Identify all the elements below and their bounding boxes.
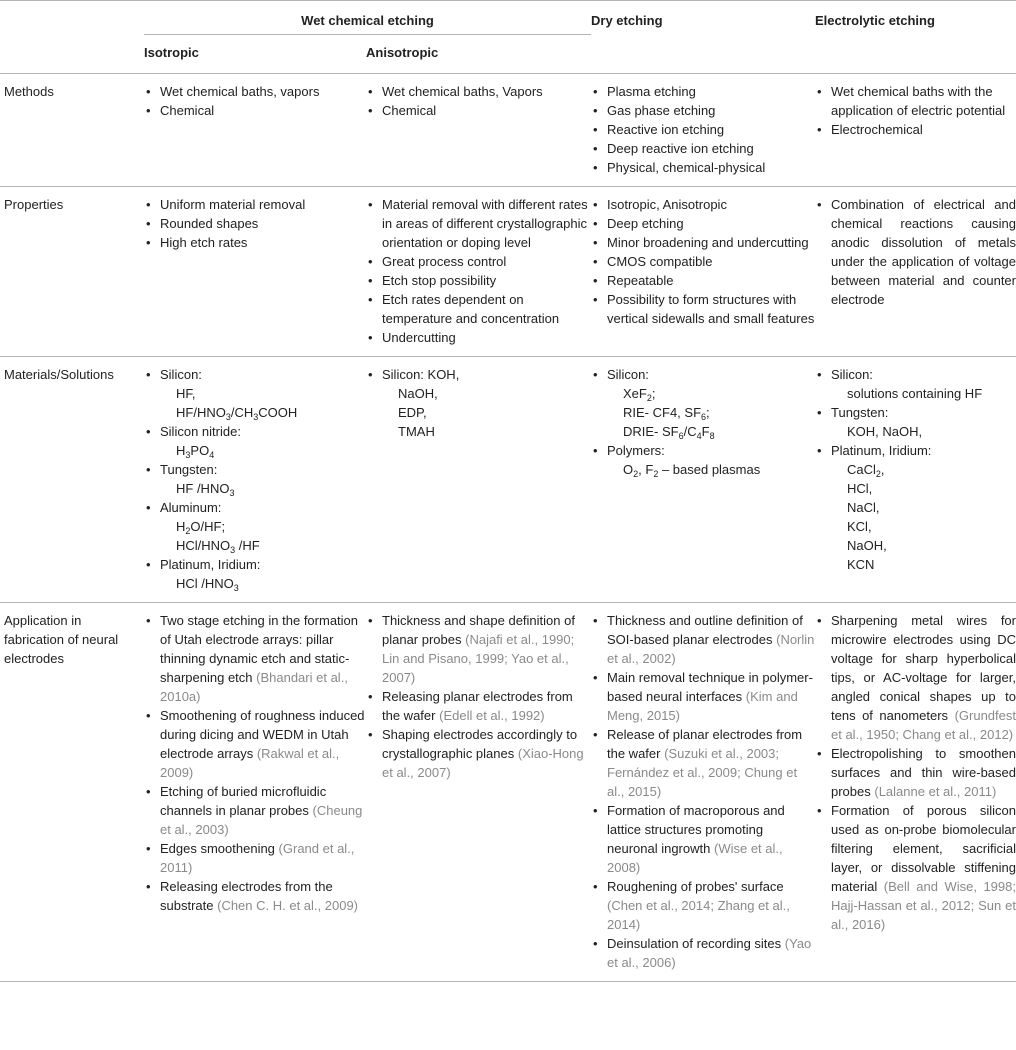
list-item: • Silicon: XeF$_2$; RIE- CF4, $SF_6$; DRIE- $SF_6/C_4F_8$ — [591, 365, 815, 441]
list-item: • Releasing electrodes from the substrate (Chen C. H. et al., 2009) — [144, 877, 366, 915]
list-item: • Silicon: solutions containing HF — [815, 365, 1016, 403]
citation: (Norlin et al., 2002) — [607, 632, 815, 666]
list-item: • Release of planar electrodes from the wafer (Suzuki et al., 2003; Fernández et al., 2009; Chung et al., 2015) — [591, 725, 815, 801]
list-item: • Great process control — [366, 252, 591, 271]
list-item: • Electropolishing to smoothen surfaces and thin wire-based probes (Lalanne et al., 2011) — [815, 744, 1016, 801]
methods-electrolytic-list — [815, 82, 1016, 139]
citation: (Xiao-Hong et al., 2007) — [382, 746, 584, 780]
methods-dry-list — [591, 82, 815, 177]
application-isotropic-list — [144, 611, 366, 915]
header-wet-chemical-etching: Wet chemical etching — [144, 1, 591, 36]
properties-isotropic-list — [144, 195, 366, 252]
list-item: • Gas phase etching — [591, 101, 815, 120]
list-item: • Undercutting — [366, 328, 591, 347]
citation: (Yao et al., 2006) — [607, 936, 812, 970]
list-item: • Tungsten: KOH, NaOH, — [815, 403, 1016, 441]
list-item: • Physical, chemical-physical — [591, 158, 815, 177]
materials-electrolytic-cell — [815, 357, 1016, 603]
header-electrolytic-etching: Electrolytic etching — [815, 13, 935, 28]
list-item: • Formation of macroporous and lattice structures promoting neuronal ingrowth (Wise et al., 2008) — [591, 801, 815, 877]
application-anisotropic-list — [366, 611, 591, 782]
properties-anisotropic-list — [366, 195, 591, 347]
list-item: • Polymers: $O_2$, $F_2$ – based plasmas — [591, 441, 815, 479]
list-item: • Plasma etching — [591, 82, 815, 101]
list-item: • Thickness and outline definition of SOI-based planar electrodes (Norlin et al., 2002) — [591, 611, 815, 668]
list-item: • Repeatable — [591, 271, 815, 290]
list-item: • Wet chemical baths, Vapors — [366, 82, 591, 101]
list-item: • Material removal with different rates in areas of different crystallographic orientation or doping level — [366, 195, 591, 252]
list-item: • Silicon nitride: $H_3PO_4$ — [144, 422, 366, 460]
list-item: • Minor broadening and undercutting — [591, 233, 815, 252]
list-item: • Chemical — [144, 101, 366, 120]
list-item: • Possibility to form structures with vertical sidewalls and small features — [591, 290, 815, 328]
application-dry-list — [591, 611, 815, 972]
list-item: • Rounded shapes — [144, 214, 366, 233]
citation: (Grand et al., 2011) — [160, 841, 355, 875]
row-label: Materials/Solutions — [0, 357, 144, 603]
citation: (Lalanne et al., 2011) — [874, 784, 997, 799]
list-item: • High etch rates — [144, 233, 366, 252]
methods-isotropic-list — [144, 82, 366, 120]
list-item: • Two stage etching in the formation of Utah electrode arrays: pillar thinning dynamic etch and static- sharpening etch (Bhandari et al., 2010a) — [144, 611, 366, 706]
list-item: • Wet chemical baths, vapors — [144, 82, 366, 101]
header-anisotropic: Anisotropic — [366, 45, 439, 60]
citation: (Bhandari et al., 2010a) — [160, 670, 348, 704]
list-item: • Silicon: KOH, NaOH, EDP, TMAH — [366, 365, 591, 441]
list-item: • Releasing planar electrodes from the wafer (Edell et al., 1992) — [366, 687, 591, 725]
table-row-application — [0, 603, 1016, 982]
list-item: • Chemical — [366, 101, 591, 120]
citation: (Cheung et al., 2003) — [160, 803, 363, 837]
citation: (Najafi et al., 1990; Lin and Pisano, 1999; Yao et al., 2007) — [382, 632, 575, 685]
list-item: • Combination of electrical and chemical reactions causing anodic dissolution of metals under the application of voltage between material and counter electrode — [815, 195, 1016, 309]
list-item: • Thickness and shape definition of planar probes (Najafi et al., 1990; Lin and Pisano, 1999; Yao et al., 2007) — [366, 611, 591, 687]
list-item: • Tungsten: HF $/HNO_3$ — [144, 460, 366, 498]
list-item: • Main removal technique in polymer-based neural interfaces (Kim and Meng, 2015) — [591, 668, 815, 725]
row-label: Application in fabrication of neural electrodes — [0, 603, 144, 982]
list-item: • Roughening of probes' surface (Chen et al., 2014; Zhang et al., 2014) — [591, 877, 815, 934]
corner-cell — [0, 1, 144, 36]
application-electrolytic-list — [815, 611, 1016, 934]
citation: (Chen et al., 2014; Zhang et al., 2014) — [607, 898, 790, 932]
row-label: Methods — [0, 74, 144, 187]
table-row-methods — [0, 74, 1016, 187]
table-row-materials — [0, 357, 1016, 603]
citation: (Grundfest et al., 1950; Chang et al., 2012) — [831, 708, 1016, 742]
list-item: • Shaping electrodes accordingly to crystallographic planes (Xiao-Hong et al., 2007) — [366, 725, 591, 782]
table-row-properties — [0, 187, 1016, 357]
list-item: • Smoothening of roughness induced during dicing and WEDM in Utah electrode arrays (Rakwal et al., 2009) — [144, 706, 366, 782]
list-item: • Silicon: HF, $HF/HNO_3/CH_3COOH$ — [144, 365, 366, 422]
list-item: • Platinum, Iridium: CaCl$_2$, HCl, NaCl, KCl, NaOH, KCN — [815, 441, 1016, 574]
list-item: • Etch rates dependent on temperature and concentration — [366, 290, 591, 328]
materials-dry-cell — [591, 357, 815, 603]
list-item: • Edges smoothening (Grand et al., 2011) — [144, 839, 366, 877]
citation: (Rakwal et al., 2009) — [160, 746, 340, 780]
list-item: • Deep reactive ion etching — [591, 139, 815, 158]
list-item: • Etching of buried microfluidic channels in planar probes (Cheung et al., 2003) — [144, 782, 366, 839]
list-item: • Etch stop possibility — [366, 271, 591, 290]
citation: (Edell et al., 1992) — [439, 708, 545, 723]
list-item: • Reactive ion etching — [591, 120, 815, 139]
list-item: • Formation of porous silicon used as on-probe biomolecular filtering element, sacrificial layer, or dissolvable stiffening material (Bell and Wise, 1998; Hajj-Hassan et al., 2012; Sun et al., 2016) — [815, 801, 1016, 934]
list-item: • Wet chemical baths with the application of electric potential — [815, 82, 1016, 120]
properties-electrolytic-list — [815, 195, 1016, 309]
list-item: • Aluminum: $H_2O/HF$; HCl/$HNO_3$ /HF — [144, 498, 366, 555]
citation: (Chen C. H. et al., 2009) — [217, 898, 359, 913]
citation: (Wise et al., 2008) — [607, 841, 783, 875]
list-item: • Deinsulation of recording sites (Yao et al., 2006) — [591, 934, 815, 972]
list-item: • Isotropic, Anisotropic — [591, 195, 815, 214]
list-item: • CMOS compatible — [591, 252, 815, 271]
list-item: • Sharpening metal wires for microwire electrodes using DC voltage for sharp hyperbolical tips, or AC-voltage for larger, angled conical shapes up to tens of nanometers (Grundfest et al., 1950; Chang et al., 2012) — [815, 611, 1016, 744]
methods-anisotropic-list — [366, 82, 591, 120]
row-label: Properties — [0, 187, 144, 357]
properties-dry-list — [591, 195, 815, 328]
list-item: • Platinum, Iridium: HCl $/HNO_3$ — [144, 555, 366, 593]
citation: (Kim and Meng, 2015) — [607, 689, 798, 723]
list-item: • Electrochemical — [815, 120, 1016, 139]
materials-isotropic-cell — [144, 357, 366, 603]
header-isotropic: Isotropic — [144, 45, 199, 60]
header-dry-etching: Dry etching — [591, 13, 663, 28]
list-item: • Uniform material removal — [144, 195, 366, 214]
citation: (Bell and Wise, 1998; Hajj-Hassan et al., 2012; Sun et al., 2016) — [831, 879, 1016, 932]
citation: (Suzuki et al., 2003; Fernández et al., 2009; Chung et al., 2015) — [607, 746, 798, 799]
materials-anisotropic-cell — [366, 357, 591, 603]
list-item: • Deep etching — [591, 214, 815, 233]
